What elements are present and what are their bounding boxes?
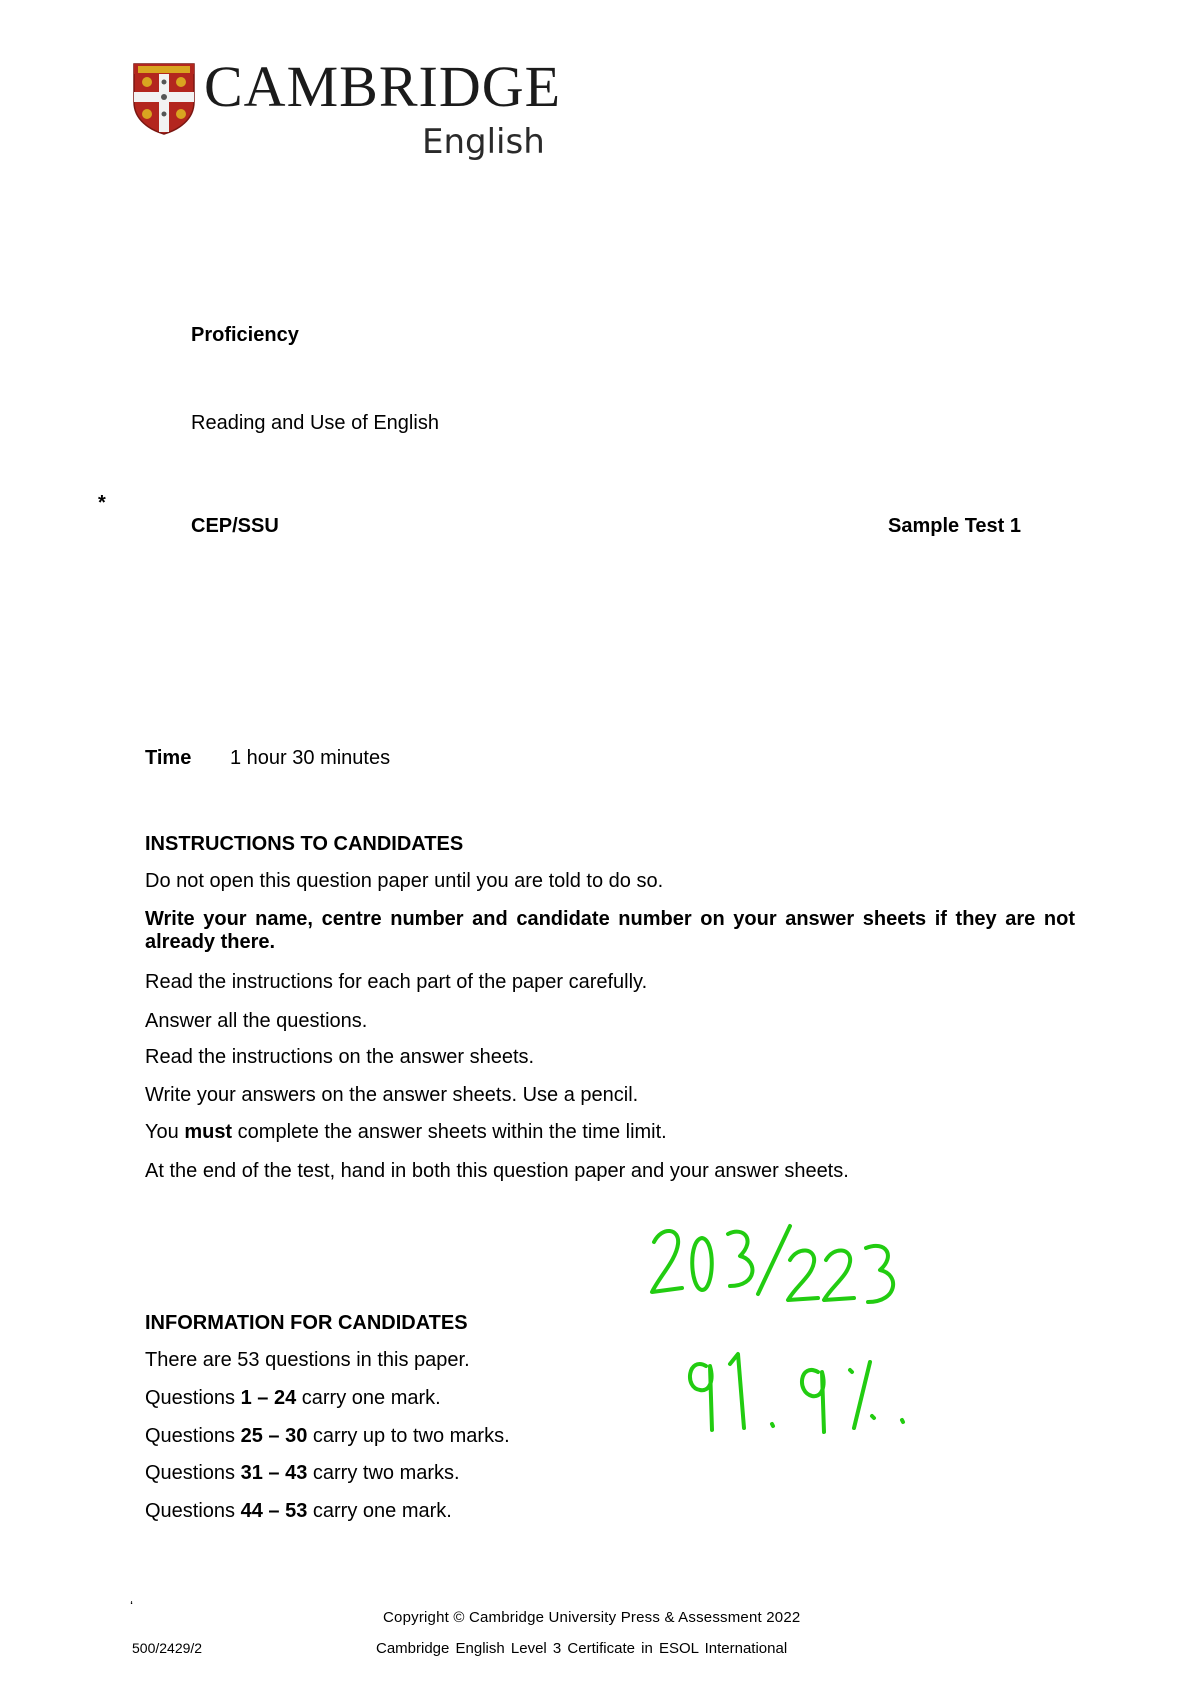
logo-wordmark: CAMBRIDGE — [204, 54, 562, 119]
information-line: Questions 44 – 53 carry one mark. — [145, 1500, 452, 1522]
instruction-line: You must complete the answer sheets within the time limit. — [145, 1121, 667, 1143]
copyright-notice: Copyright © Cambridge University Press & Assessment 2022 — [383, 1609, 801, 1626]
paper-component: Reading and Use of English — [191, 412, 439, 434]
qualification-title: Cambridge English Level 3 Certificate in ESOL International — [376, 1640, 788, 1657]
information-line: Questions 31 – 43 carry two marks. — [145, 1462, 460, 1484]
instruction-line: Write your answers on the answer sheets. Use a pencil. — [145, 1084, 639, 1106]
cambridge-shield-icon — [132, 62, 196, 136]
information-line: Questions 1 – 24 carry one mark. — [145, 1387, 441, 1409]
logo-subtitle: English — [422, 122, 545, 162]
handwritten-percent — [690, 1354, 903, 1432]
information-line: There are 53 questions in this paper. — [145, 1349, 470, 1371]
cambridge-english-logo — [132, 54, 572, 172]
footer-mark: ʻ — [130, 1598, 134, 1614]
instructions-heading: INSTRUCTIONS TO CANDIDATES — [145, 833, 464, 855]
information-heading: INFORMATION FOR CANDIDATES — [145, 1312, 468, 1334]
instruction-line: Read the instructions on the answer sheets. — [145, 1046, 535, 1068]
instruction-line: Read the instructions for each part of the paper carefully. — [145, 971, 648, 993]
paper-code: CEP/SSU — [191, 515, 279, 537]
time-label: Time — [145, 747, 192, 769]
asterisk-mark: * — [98, 492, 106, 514]
time-value: 1 hour 30 minutes — [230, 747, 391, 769]
instruction-line: Answer all the questions. — [145, 1010, 368, 1032]
emphasis-must: must — [184, 1121, 233, 1143]
instruction-line: At the end of the test, hand in both this question paper and your answer sheets. — [145, 1160, 849, 1182]
sample-test-label: Sample Test 1 — [888, 515, 1022, 537]
handwritten-score — [652, 1226, 893, 1302]
instruction-line: Do not open this question paper until you are told to do so. — [145, 870, 664, 892]
information-line: Questions 25 – 30 carry up to two marks. — [145, 1425, 510, 1447]
exam-name: Proficiency — [191, 324, 299, 346]
handwritten-score-annotation — [640, 1220, 1020, 1480]
qualification-reference: 500/2429/2 — [132, 1640, 203, 1656]
instruction-line: Write your name, centre number and candidate number on your answer sheets if they are not already there. — [145, 908, 1075, 953]
